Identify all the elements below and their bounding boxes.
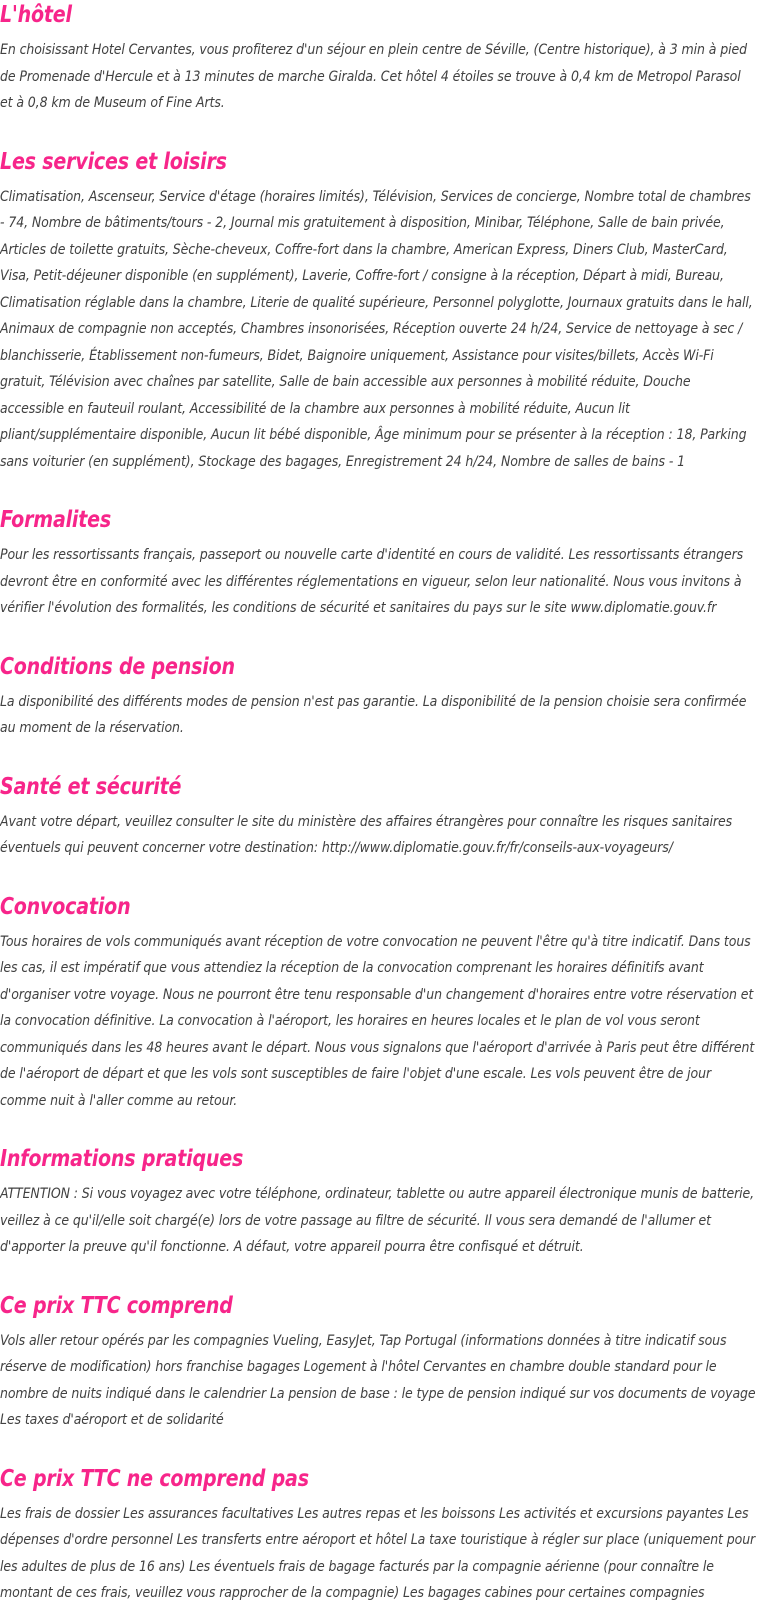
section-formalites: [0, 507, 757, 622]
section-body-services-loisirs: Climatisation, Ascenseur, Service d'étage (horaires limités), Télévision, Services de concierge, Nombre total de chambres - 74, Nombre de bâtiments/tours - 2, Journal mis gratuitement à disposition, Minibar, Téléphone, Salle de bain privée, Articles de toilette gratuits, Sèche-cheveux, Coffre-fort dans la chambre, American Express, Diners Club, MasterCard, Visa, Petit-déjeuner disponible (en supplément), Laverie, Coffre-fort / consigne à la réception, Départ à midi, Bureau, Climatisation réglable dans la chambre, Literie de qualité supérieure, Personnel polyglotte, Journaux gratuits dans le hall, Animaux de compagnie non acceptés, Chambres insonorisées, Réception ouverte 24 h/24, Service de nettoyage à sec / blanchisserie, Établissement non-fumeurs, Bidet, Baignoire uniquement, Assistance pour visites/billets, Accès Wi-Fi gratuit, Télévision avec chaînes par satellite, Salle de bain accessible aux personnes à mobilité réduite, Douche accessible en fauteuil roulant, Accessibilité de la chambre aux personnes à mobilité réduite, Aucun lit pliant/supplémentaire disponible, Aucun lit bébé disponible, Âge minimum pour se présenter à la réception : 18, Parking sans voiturier (en supplément), Stockage des bagages, Enregistrement 24 h/24, Nombre de salles de bains - 1: [0, 187, 753, 470]
section-title-informations-pratiques: Informations pratiques: [0, 1146, 244, 1172]
section-services-loisirs: [0, 149, 757, 476]
section-body-convocation: Tous horaires de vols communiqués avant réception de votre convocation ne peuvent l'être qu'à titre indicatif. Dans tous les cas, il est impératif que vous attendiez la réception de la convocation comprenant les horaires définitifs avant d'organiser votre voyage. Nous ne pourront être tenu responsable d'un changement d'horaires entre votre réservation et la convocation définitive. La convocation à l'aéroport, les horaires en heures locales et le plan de vol vous seront communiqués dans les 48 heures avant le départ. Nous vous signalons que l'aéroport d'arrivée à Paris peut être différent de l'aéroport de départ et que les vols sont susceptibles de faire l'objet d'une escale. Les vols peuvent être de jour comme nuit à l'aller comme au retour.: [0, 932, 755, 1109]
section-title-formalites: Formalites: [0, 507, 112, 533]
section-conditions-pension: [0, 654, 757, 742]
section-sante-securite: [0, 774, 757, 862]
section-prix-comprend: [0, 1293, 757, 1434]
section-title-prix-comprend: Ce prix TTC comprend: [0, 1292, 233, 1319]
section-body-hotel: En choisissant Hotel Cervantes, vous profiterez d'un séjour en plein centre de Séville, (Centre historique), à 3 min à pied de Promenade d'Hercule et à 13 minutes de marche Giralda. Cet hôtel 4 étoiles se trouve à 0,4 km de Metropol Parasol et à 0,8 km de Museum of Fine Arts.: [0, 41, 747, 111]
section-title-sante-securite: Santé et sécurité: [0, 773, 182, 800]
section-title-conditions-pension: Conditions de pension: [0, 653, 235, 680]
section-title-services-loisirs: Les services et loisirs: [0, 148, 227, 175]
section-body-sante-securite: Avant votre départ, veuillez consulter le site du ministère des affaires étrangères pour connaître les risques sanitaires éventuels qui peuvent concerner votre destination: http://www.diplomatie.gouv.fr/fr/conseils-aux-voyageurs/: [0, 812, 733, 856]
section-prix-ne-comprend-pas: [0, 1466, 757, 1607]
section-title-hotel: L'hôtel: [0, 2, 72, 28]
section-informations-pratiques: [0, 1146, 757, 1261]
section-body-formalites: Pour les ressortissants français, passeport ou nouvelle carte d'identité en cours de validité. Les ressortissants étrangers devront être en conformité avec les différentes réglementations en vigueur, selon leur nationalité. Nous vous invitons à vérifier l'évolution des formalités, les conditions de sécurité et sanitaires du pays sur le site www.diplomatie.gouv.fr: [0, 546, 744, 616]
section-body-prix-comprend: Vols aller retour opérés par les compagnies Vueling, EasyJet, Tap Portugal (informations données à titre indicatif sous réserve de modification) hors franchise bagages Logement à l'hôtel Cervantes en chambre double standard pour le nombre de nuits indiqué dans le calendrier La pension de base : le type de pension indiqué sur vos documents de voyage Les taxes d'aéroport et de solidarité: [0, 1331, 756, 1428]
section-body-conditions-pension: La disponibilité des différents modes de pension n'est pas garantie. La disponibilité de la pension choisie sera confirmée au moment de la réservation.: [0, 692, 747, 736]
section-body-prix-ne-comprend-pas: Les frais de dossier Les assurances facultatives Les autres repas et les boissons Les activités et excursions payantes Les dépenses d'ordre personnel Les transferts entre aéroport et hôtel La taxe touristique à régler sur place (uniquement pour les adultes de plus de 16 ans) Les éventuels frais de bagage facturés par la compagnie aérienne (pour connaître le montant de ces frais, veuillez vous rapprocher de la compagnie) Les bagages cabines pour certaines compagnies: [0, 1504, 756, 1601]
section-title-prix-ne-comprend-pas: Ce prix TTC ne comprend pas: [0, 1465, 309, 1492]
section-body-informations-pratiques: ATTENTION : Si vous voyagez avec votre téléphone, ordinateur, tablette ou autre appareil électronique munis de batterie, veillez à ce qu'il/elle soit chargé(e) lors de votre passage au filtre de sécurité. Il vous sera demandé de l'allumer et d'apporter la preuve qu'il fonctionne. A défaut, votre appareil pourra être confisqué et détruit.: [0, 1185, 755, 1255]
section-hotel: [0, 0, 757, 117]
section-title-convocation: Convocation: [0, 893, 131, 920]
section-convocation: [0, 894, 757, 1115]
